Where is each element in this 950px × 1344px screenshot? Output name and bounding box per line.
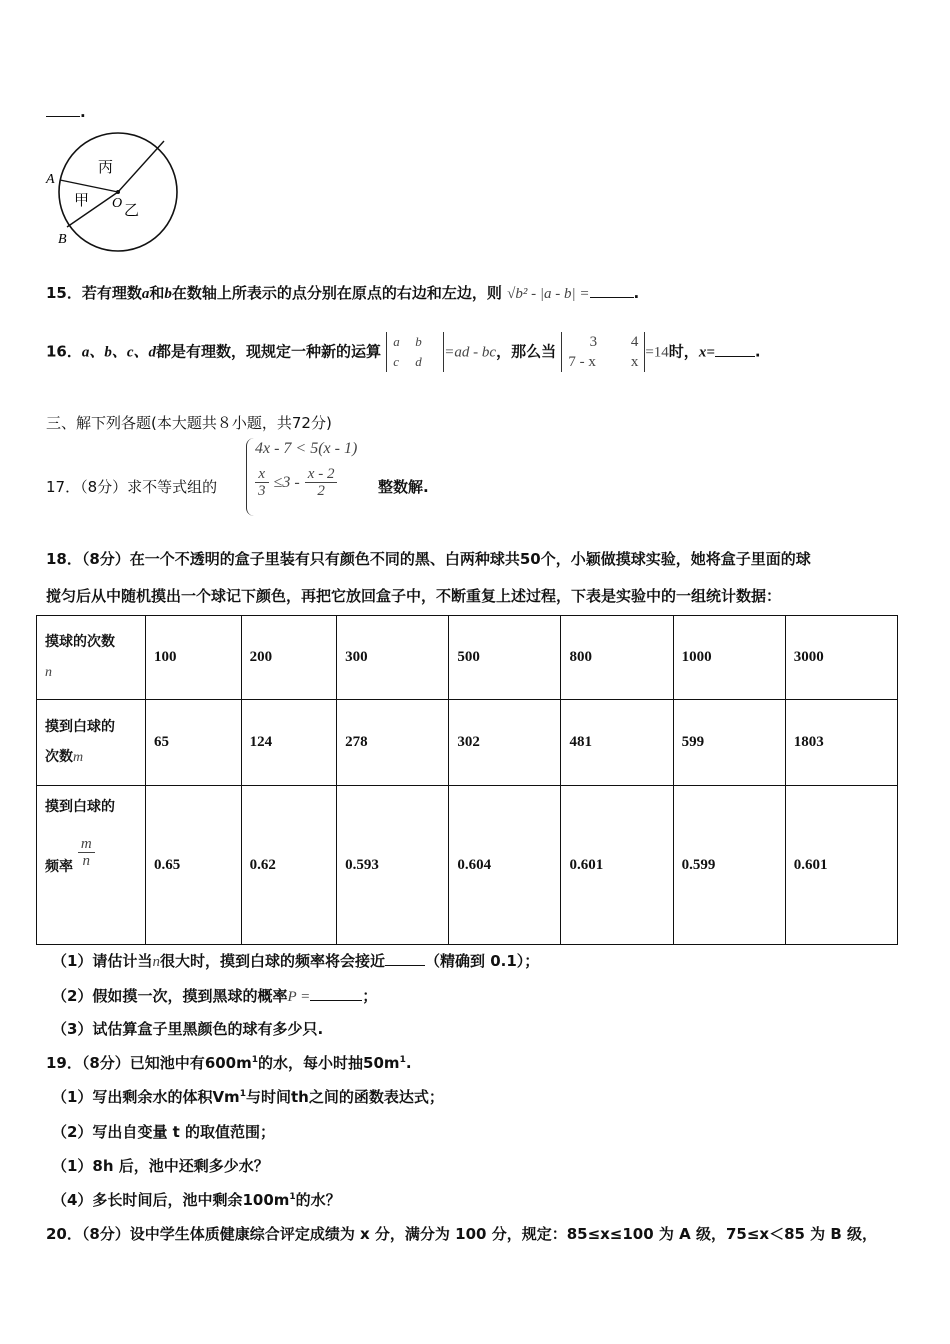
question-19-sub1: （1）写出剩余水的体积Vm$^1$与时间th之间的函数表达式；: [52, 1088, 444, 1106]
table-cell: 65: [146, 700, 242, 786]
table-cell: 0.604: [449, 786, 561, 945]
row-head-white-frequency: 摸到白球的 频率 $\frac{m}{n}$: [37, 786, 146, 945]
table-cell: 278: [337, 700, 449, 786]
table-cell: 1803: [785, 700, 897, 786]
table-cell: 0.62: [241, 786, 337, 945]
section-3-title: 三、解下列各题(本大题共８小题，共72分): [46, 414, 332, 432]
table-cell: 500: [449, 616, 561, 700]
table-cell: 200: [241, 616, 337, 700]
question-18-sub3: （3）试估算盒子里黑颜色的球有多少只.: [52, 1020, 324, 1038]
inequality-1: 4x - 7 < 5(x - 1): [255, 440, 358, 457]
determinant-definition: a b c d: [386, 332, 444, 372]
diameter-line: [118, 141, 164, 192]
row-head-trials: 摸球的次数 n: [37, 616, 146, 700]
pie-circle-figure: [40, 125, 190, 260]
q15-expression: √b² - |a - b| =: [507, 286, 590, 302]
label-o: O: [112, 196, 123, 211]
table-cell: 302: [449, 700, 561, 786]
table-cell: 124: [241, 700, 337, 786]
blank-suffix: .: [80, 103, 86, 121]
label-a: A: [46, 172, 55, 187]
label-yi: 乙: [124, 201, 140, 219]
table-row: [37, 786, 898, 945]
table-cell: 0.601: [785, 786, 897, 945]
table-cell: 0.599: [673, 786, 785, 945]
question-18-sub1: （1）请估计当n很大时，摸到白球的频率将会接近 （精确到 0.1）；: [52, 952, 540, 970]
inequality-2-lhs: $\frac{x}{3}$: [255, 466, 269, 499]
inequality-2-rhs: $\frac{x - 2}{2}$: [305, 466, 338, 499]
table-row: [37, 700, 898, 786]
table-cell: 0.593: [337, 786, 449, 945]
question-17-suffix: 整数解.: [378, 478, 429, 496]
question-17-prefix: 17．（8分）求不等式组的: [46, 478, 218, 496]
question-19-stem: 19．（8分）已知池中有$600m^1$的水，每小时抽$50m^1$.: [46, 1054, 412, 1072]
table-cell: 599: [673, 700, 785, 786]
center-point: [116, 190, 120, 194]
table-cell: 300: [337, 616, 449, 700]
row-head-white-count: 摸到白球的 次数m: [37, 700, 146, 786]
determinant-given: 3 4 7 - x x: [561, 332, 645, 372]
question-18-line1: 18．（8分）在一个不透明的盒子里装有只有颜色不同的黑、白两种球共50个，小颖做摸球实验，她将盒子里面的球: [46, 550, 811, 568]
question-18-sub2: （2）假如摸一次，摸到黑球的概率P = ；: [52, 987, 378, 1005]
table-cell: 0.601: [561, 786, 673, 945]
table-cell: 800: [561, 616, 673, 700]
question-19-sub2: （2）写出自变量 t 的取值范围；: [52, 1123, 276, 1141]
question-15: 15．若有理数a和b在数轴上所表示的点分别在原点的右边和左边，则 √b² - |a - b| = .: [46, 284, 640, 302]
table-cell: 481: [561, 700, 673, 786]
inequality-system: 4x - 7 < 5(x - 1) $\frac{x}{3}$ ≤3 - $\frac{x - 2}{2}$: [246, 438, 357, 516]
table-cell: 0.65: [146, 786, 242, 945]
question-20-line1: 20．（8分）设中学生体质健康综合评定成绩为 x 分，满分为 100 分，规定：85≤x≤100 为 A 级，75≤x＜85 为 B 级，: [46, 1225, 878, 1243]
table-cell: 100: [146, 616, 242, 700]
label-jia: 甲: [74, 191, 90, 209]
table-row: [37, 616, 898, 700]
table-cell: 3000: [785, 616, 897, 700]
question-19-sub4: （4）多长时间后，池中剩余$100m^1$的水？: [52, 1191, 341, 1209]
question-19-sub3: （1）8h 后，池中还剩多少水？: [52, 1157, 269, 1175]
question-16: 16．a、b、c、d都是有理数，现规定一种新的运算 a b c d=ad - bc，那么当 3 4 7 - x x=14时，x= .: [46, 334, 761, 370]
label-b: B: [58, 232, 67, 247]
statistics-table: [36, 615, 898, 945]
question-18-line2: 搅匀后从中随机摸出一个球记下颜色，再把它放回盒子中，不断重复上述过程，下表是实验中的一组统计数据：: [46, 587, 782, 605]
label-bing: 丙: [98, 158, 114, 176]
previous-question-blank: [46, 102, 86, 121]
table-cell: 1000: [673, 616, 785, 700]
